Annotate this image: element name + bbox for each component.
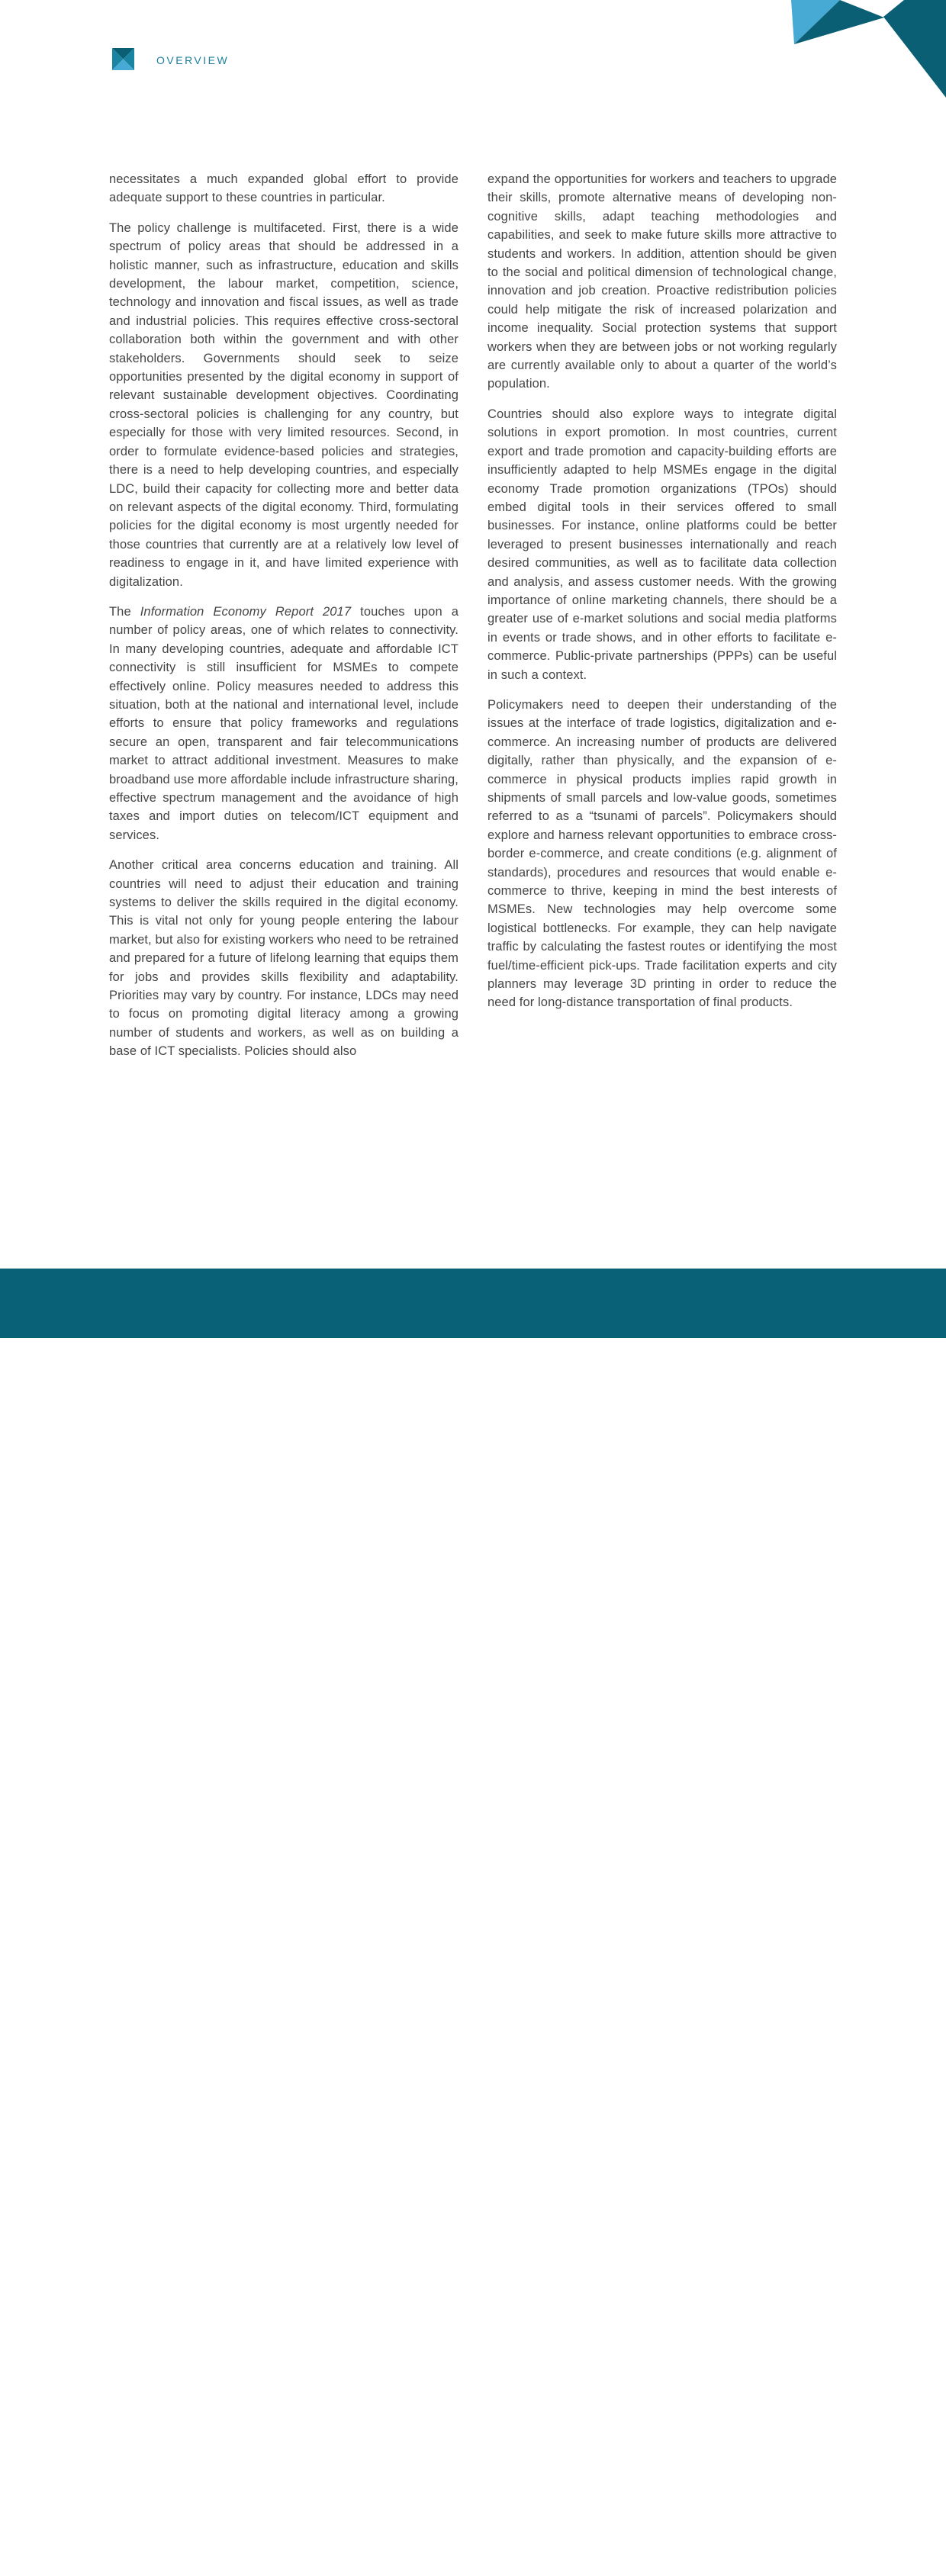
report-title-text: Information Economy Report 2017	[140, 604, 352, 619]
text-column-right	[487, 170, 837, 1012]
paragraph	[109, 856, 459, 1060]
text-run: Another critical area concerns education and training. All countries will need to adjust their education and training systems to deliver the skills required in the digital economy. This is vital not only for young people entering the labour market, but also for existing workers who need to be retrained and prepared for a future of lifelong learning that equips them for jobs and provides skills flexibility and adaptability. Priorities may vary by country. For instance, LDCs may need to focus on promoting digital literacy among a growing number of students and workers, as well as on building a base of ICT specialists. Policies should also	[109, 858, 459, 1059]
footer-band	[0, 1269, 946, 2575]
page-number: XV	[885, 2558, 907, 2575]
text-run: necessitates a much expanded global effort to provide adequate support to these countries in particular.	[109, 172, 459, 205]
paragraph	[109, 219, 459, 591]
paragraph	[487, 696, 837, 1012]
overview-section-icon	[112, 48, 134, 70]
text-run: The policy challenge is multifaceted. First, there is a wide spectrum of policy areas that should be addressed in a holistic manner, such as infrastructure, education and skills development, the labour market, competition, science, technology and innovation and fiscal issues, as well as trade and industrial policies. This requires effective cross-sectoral collaboration both within the government and with other stakeholders. Governments should seek to seize opportunities presented by the digital economy in support of relevant sustainable development objectives. Coordinating cross-sectoral policies is challenging for any country, but especially for those with very limited resources. Second, in order to formulate evidence-based policies and strategies, there is a need to help developing countries, and especially LDC, build their capacity for collecting more and better data on relevant aspects of the digital economy. Third, formulating policies for the digital economy is most urgently needed for those countries that currently are at a relatively low level of readiness to engage in it, and have limited experience with digitalization.	[109, 220, 459, 589]
paragraph	[109, 603, 459, 844]
paragraph	[487, 405, 837, 684]
text-column-left	[109, 170, 459, 1061]
corner-decoration	[710, 0, 946, 130]
paragraph	[109, 170, 459, 207]
paragraph	[487, 170, 837, 394]
text-run: Countries should also explore ways to integrate digital solutions in export promotion. In most countries, current export and trade promotion and capacity-building efforts are insufficiently adapted to help MSMEs engage in the digital economy Trade promotion organizations (TPOs) should embed digital tools in their services offered to small businesses. For instance, online platforms could be better leveraged to present businesses internationally and reach desired communities, as well as to facilitate data collection and analysis, and assess customer needs. With the growing importance of online marketing channels, there should be a greater use of e-market solutions and social media platforms in events or trade shows, and in other efforts to facilitate e-commerce. Public-private partnerships (PPPs) can be useful in such a context.	[487, 407, 837, 682]
text-run: Policymakers need to deepen their understanding of the issues at the interface of trade logistics, digitalization and e-commerce. An increasing number of products are delivered digitally, rather than physically, and the expansion of e-commerce in physical products implies rapid growth in shipments of small parcels and low-value goods, sometimes referred to as a “tsunami of parcels”. Policymakers should explore and harness relevant opportunities to embrace cross-border e-commerce, and create conditions (e.g. alignment of standards), procedures and resources that would enable e-commerce to thrive, keeping in mind the best interests of MSMEs. New technologies may help overcome some logistical bottlenecks. For example, they can help navigate traffic by calculating the fastest routes or identifying the most fuel/time-efficient pick-ups. Trade facilitation experts and city planners may leverage 3D printing in order to reduce the need for long-distance transportation of final products.	[487, 697, 837, 1010]
deco-corner-wedge	[883, 0, 946, 98]
text-run: touches upon a number of policy areas, one of which relates to connectivity. In many developing countries, adequate and affordable ICT connectivity is still insufficient for MSMEs to compete effectively online. Policy measures needed to address this situation, both at the national and international level, include efforts to ensure that policy frameworks and regulations secure an open, transparent and fair telecommunications market to attract additional investment. Measures to make broadband use more affordable include infrastructure sharing, effective spectrum management and the avoidance of high taxes and import duties on telecom/ICT equipment and services.	[109, 604, 459, 842]
text-run: The	[109, 604, 140, 619]
text-run: expand the opportunities for workers and teachers to upgrade their skills, promote alternative means of developing non-cognitive skills, adapt teaching methodologies and capabilities, and seek to make future skills more attractive to students and workers. In addition, attention should be given to the social and political dimension of technological change, innovation and job creation. Proactive redistribution policies could help mitigate the risk of increased polarization and income inequality. Social protection systems that support workers when they are between jobs or not working regularly are currently available only to about a quarter of the world’s population.	[487, 172, 837, 391]
section-label: OVERVIEW	[156, 54, 230, 66]
